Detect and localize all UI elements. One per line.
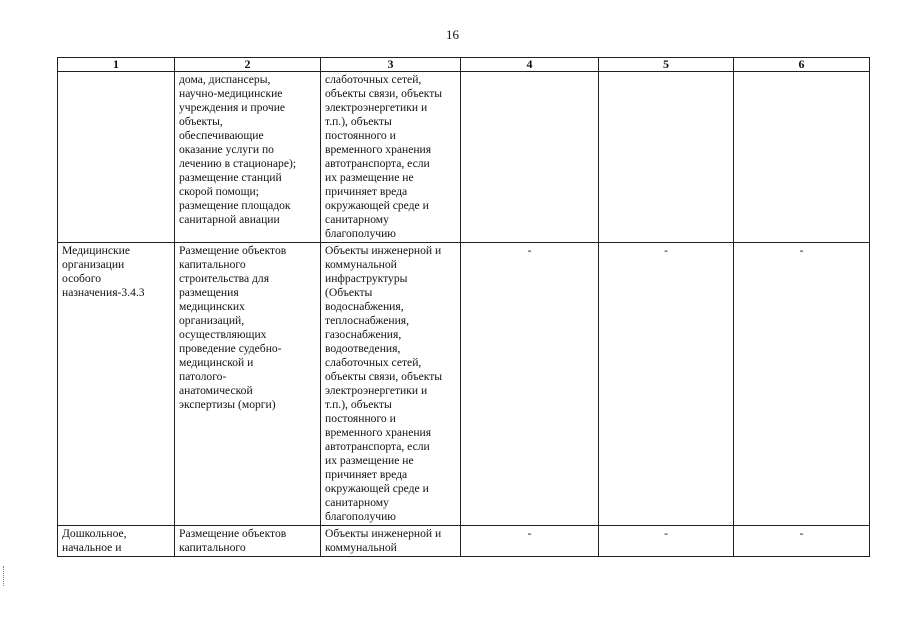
cell-auxiliary-use: Объекты инженерной и коммунальной инфраструктуры (Объекты водоснабжения, теплоснабжения, газоснабжения, водоотведения, слаботочных сетей, объекты связи, объекты электроэнергетики и т.п.), объекты постоянного и временного хранения автотранспорта, если их размещение не причиняет вреда окружающей среде и санитарному благополучию xyxy=(321,243,461,526)
cell-col6 xyxy=(734,72,870,243)
cell-description: Размещение объектов капитального строительства для размещения медицинских организаций, осуществляющих проведение судебно- медицинской и патолого- анатомической экспертизы (морги) xyxy=(175,243,321,526)
column-header-1: 1 xyxy=(58,58,175,72)
table-row xyxy=(58,526,870,557)
cell-col4 xyxy=(461,72,599,243)
cell-col5 xyxy=(599,72,734,243)
table-row xyxy=(58,72,870,243)
cell-use-type: Медицинские организации особого назначения-3.4.3 xyxy=(58,243,175,526)
column-header-2: 2 xyxy=(175,58,321,72)
table-row xyxy=(58,243,870,526)
cell-auxiliary-use: Объекты инженерной и коммунальной xyxy=(321,526,461,557)
cell-col5: - xyxy=(599,243,734,526)
table-header xyxy=(58,58,870,72)
cell-col5: - xyxy=(599,526,734,557)
cell-auxiliary-use: слаботочных сетей, объекты связи, объекты электроэнергетики и т.п.), объекты постоянного и временного хранения автотранспорта, если их размещение не причиняет вреда окружающей среде и санитарному благополучию xyxy=(321,72,461,243)
cell-description: дома, диспансеры, научно-медицинские учреждения и прочие объекты, обеспечивающие оказание услуги по лечению в стационаре); размещение станций скорой помощи; размещение площадок санитарной авиации xyxy=(175,72,321,243)
cell-col6: - xyxy=(734,526,870,557)
cell-col4: - xyxy=(461,243,599,526)
column-header-6: 6 xyxy=(734,58,870,72)
cell-use-type xyxy=(58,72,175,243)
scan-edge-mark xyxy=(3,566,6,586)
column-header-4: 4 xyxy=(461,58,599,72)
cell-col6: - xyxy=(734,243,870,526)
column-header-3: 3 xyxy=(321,58,461,72)
header-row xyxy=(58,58,870,72)
cell-use-type: Дошкольное, начальное и xyxy=(58,526,175,557)
zoning-table xyxy=(57,57,870,557)
cell-description: Размещение объектов капитального xyxy=(175,526,321,557)
page-number: 16 xyxy=(446,27,459,42)
column-header-5: 5 xyxy=(599,58,734,72)
cell-col4: - xyxy=(461,526,599,557)
